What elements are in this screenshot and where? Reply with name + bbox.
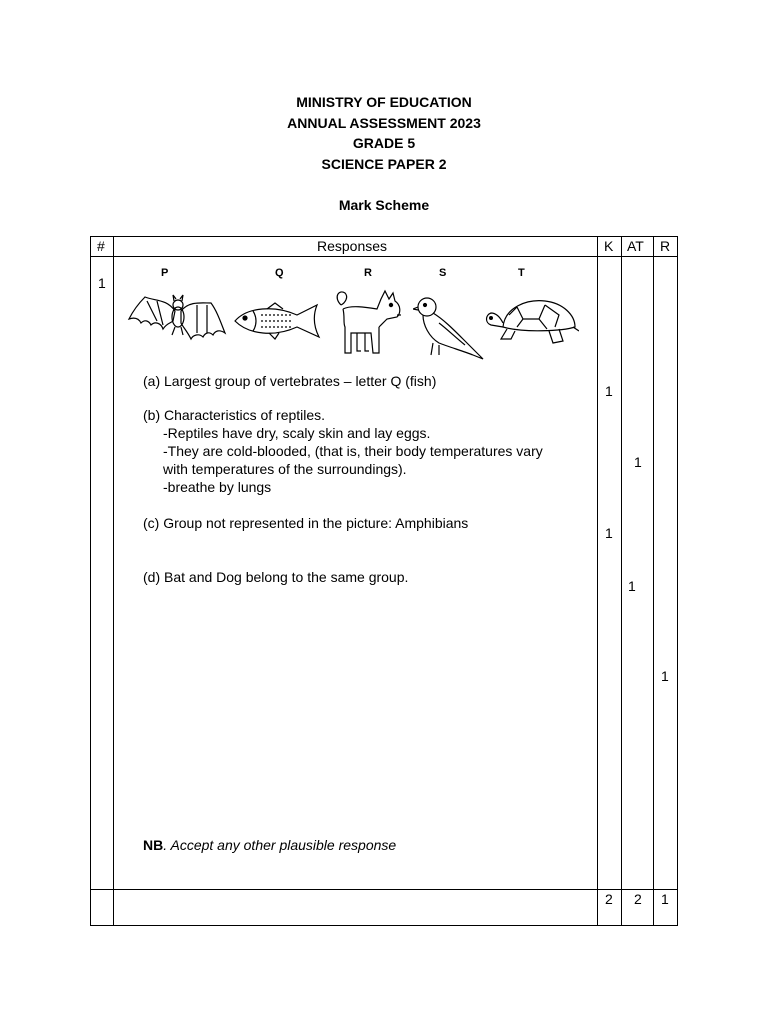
mark-b-at: 1: [634, 454, 642, 470]
column-divider: [621, 237, 622, 925]
column-divider: [653, 237, 654, 925]
column-header-k: K: [604, 238, 614, 254]
fish-icon: [231, 301, 326, 341]
column-divider: [597, 237, 598, 925]
nb-text: . Accept any other plausible response: [163, 837, 397, 853]
animal-label-p: P: [161, 267, 169, 279]
response-b-point-3: -breathe by lungs: [163, 479, 272, 495]
row-divider: [91, 256, 677, 257]
header-line-2: ANNUAL ASSESSMENT 2023: [287, 115, 481, 131]
total-at: 2: [634, 891, 642, 907]
nb-label: NB: [143, 837, 164, 853]
column-divider: [113, 237, 114, 925]
header-line-1: MINISTRY OF EDUCATION: [296, 94, 472, 110]
mark-d-at: 1: [628, 578, 636, 594]
mark-r: 1: [661, 668, 669, 684]
nb-note: [143, 837, 396, 854]
header-line-3: GRADE 5: [352, 135, 416, 151]
animal-label-r: R: [364, 267, 372, 279]
animal-label-t: T: [518, 267, 525, 279]
animal-label-s: S: [439, 267, 447, 279]
question-number: 1: [98, 275, 106, 291]
response-b-title: (b) Characteristics of reptiles.: [143, 407, 326, 423]
response-b-point-2a: -They are cold-blooded, (that is, their body temperatures vary: [163, 443, 543, 459]
row-divider: [91, 889, 677, 890]
response-c: (c) Group not represented in the picture: Amphibians: [143, 515, 469, 531]
total-r: 1: [661, 891, 669, 907]
bat-icon: [127, 289, 227, 349]
turtle-icon: [483, 297, 579, 353]
mark-scheme-table: [90, 236, 678, 926]
column-header-responses: Responses: [317, 238, 388, 254]
column-header-at: AT: [627, 238, 644, 254]
bird-icon: [413, 293, 485, 365]
animal-label-q: Q: [275, 267, 284, 279]
response-b-point-2b: with temperatures of the surroundings).: [163, 461, 407, 477]
total-k: 2: [605, 891, 613, 907]
header-line-4: SCIENCE PAPER 2: [321, 156, 447, 172]
response-b-point-1: -Reptiles have dry, scaly skin and lay eggs.: [163, 425, 431, 441]
mark-a-k: 1: [605, 383, 613, 399]
response-a: (a) Largest group of vertebrates – letter Q (fish): [143, 373, 437, 389]
column-header-r: R: [660, 238, 671, 254]
column-header-number: #: [97, 238, 105, 254]
dog-icon: [331, 287, 403, 359]
response-d: (d) Bat and Dog belong to the same group.: [143, 569, 409, 585]
mark-c-k: 1: [605, 525, 613, 541]
mark-scheme-title: Mark Scheme: [338, 197, 430, 213]
